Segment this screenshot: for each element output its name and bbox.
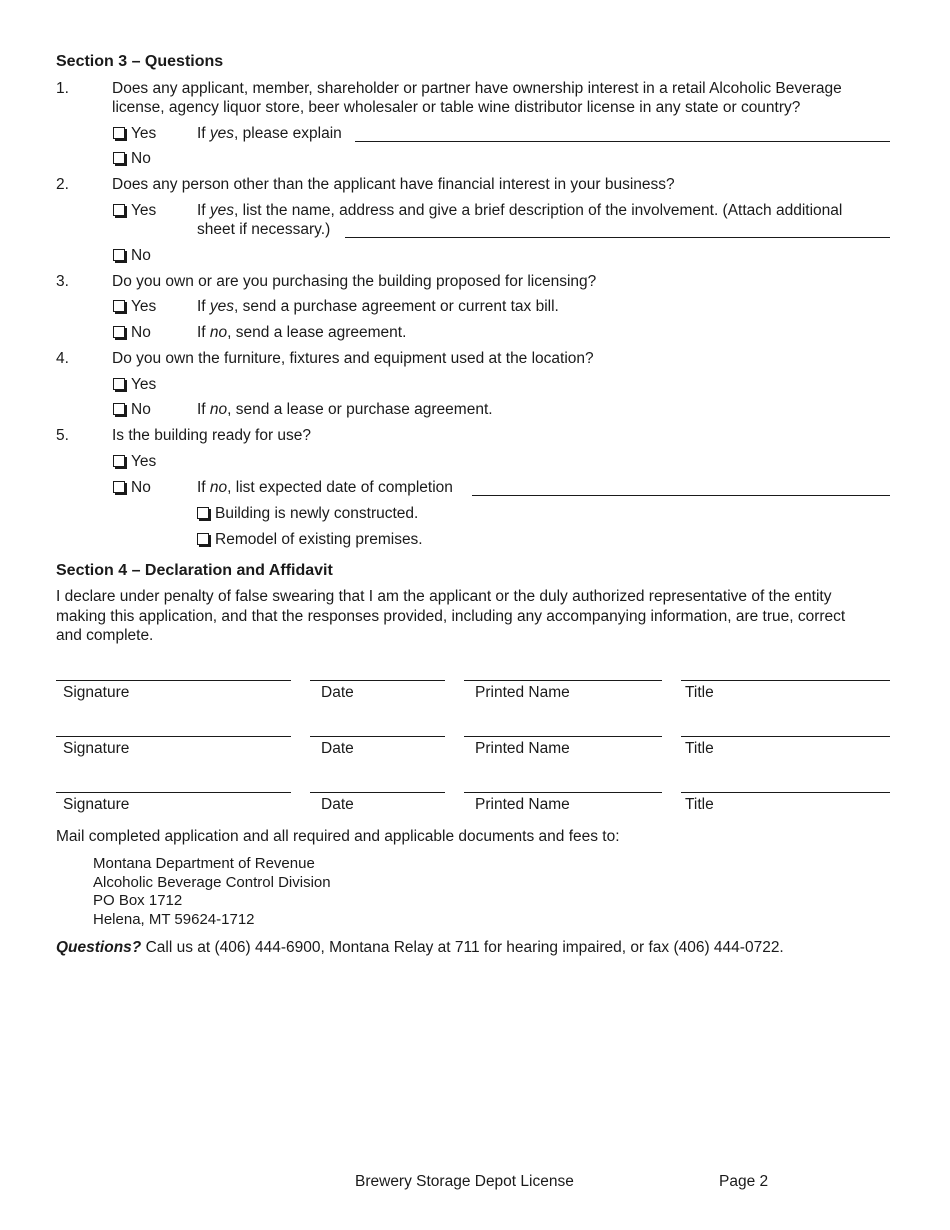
question-5-number: 5. — [56, 427, 69, 444]
declaration-line-3: and complete. — [56, 627, 154, 644]
date-line[interactable] — [310, 680, 445, 681]
option-label: Yes — [131, 125, 157, 142]
checkbox-icon[interactable] — [113, 403, 125, 415]
title-label: Title — [685, 796, 714, 813]
checkbox-icon[interactable] — [113, 326, 125, 338]
signature-label: Signature — [63, 740, 130, 757]
question-2-no-option[interactable] — [113, 246, 151, 266]
signature-label: Signature — [63, 796, 130, 813]
printed-name-label: Printed Name — [475, 684, 570, 701]
address-line: Montana Department of Revenue — [93, 855, 315, 872]
signature-line[interactable] — [56, 680, 291, 681]
footer-page-number: Page 2 — [719, 1173, 769, 1190]
checkbox-icon[interactable] — [197, 507, 209, 519]
question-1-yes-option[interactable] — [113, 124, 156, 144]
date-label: Date — [321, 684, 354, 701]
question-3-yes-option[interactable] — [113, 297, 156, 317]
title-line[interactable] — [681, 680, 890, 681]
address-line: Alcoholic Beverage Control Division — [93, 874, 331, 891]
declaration-line-1: I declare under penalty of false swearing that I am the applicant or the duly authorized representative of the entity — [56, 588, 832, 605]
declaration-line-2: making this application, and that the responses provided, including any accompanying information, are true, correct — [56, 608, 846, 625]
signature-label: Signature — [63, 684, 130, 701]
remodel-option[interactable] — [197, 530, 423, 550]
checkbox-icon[interactable] — [113, 249, 125, 261]
question-1-explain-line[interactable] — [355, 141, 890, 142]
question-2-number: 2. — [56, 176, 69, 193]
question-3-number: 3. — [56, 273, 69, 290]
question-4-no-option[interactable] — [113, 400, 151, 420]
question-4-no-note: If no, send a lease or purchase agreement. — [197, 401, 493, 418]
question-2-yes-note: If yes, list the name, address and give a brief description of the involvement. (Attach additional — [197, 202, 843, 219]
address-line: Helena, MT 59624-1712 — [93, 911, 255, 928]
footer-form-name: Brewery Storage Depot License — [355, 1173, 574, 1190]
option-label: Yes — [131, 376, 157, 393]
option-label: No — [131, 324, 151, 341]
printed-name-line[interactable] — [464, 736, 662, 737]
question-3-no-note: If no, send a lease agreement. — [197, 324, 407, 341]
mail-instructions: Mail completed application and all required and applicable documents and fees to: — [56, 828, 620, 845]
checkbox-icon[interactable] — [113, 127, 125, 139]
question-1-no-option[interactable] — [113, 149, 151, 169]
date-label: Date — [321, 740, 354, 757]
option-label: No — [131, 150, 151, 167]
option-label: No — [131, 401, 151, 418]
question-5-no-note: If no, list expected date of completion — [197, 479, 453, 496]
question-5-no-option[interactable] — [113, 478, 151, 498]
printed-name-line[interactable] — [464, 680, 662, 681]
printed-name-line[interactable] — [464, 792, 662, 793]
question-1-text-line-1: Does any applicant, member, shareholder or partner have ownership interest in a retail Alcoholic Beverage — [112, 80, 842, 97]
question-2-explain-line[interactable] — [345, 237, 890, 238]
signature-line[interactable] — [56, 736, 291, 737]
completion-date-line[interactable] — [472, 495, 890, 496]
question-1-number: 1. — [56, 80, 69, 97]
questions-label: Questions? — [56, 939, 142, 956]
option-label: Building is newly constructed. — [215, 505, 419, 522]
question-3-yes-note: If yes, send a purchase agreement or current tax bill. — [197, 298, 559, 315]
section-3-title: Section 3 – Questions — [56, 53, 224, 70]
question-4-number: 4. — [56, 350, 69, 367]
option-label: No — [131, 479, 151, 496]
question-5-text: Is the building ready for use? — [112, 427, 312, 444]
question-3-text: Do you own or are you purchasing the building proposed for licensing? — [112, 273, 597, 290]
date-label: Date — [321, 796, 354, 813]
title-line[interactable] — [681, 792, 890, 793]
question-1-text-line-2: license, agency liquor store, beer wholesaler or table wine distributor license in any state or country? — [112, 99, 801, 116]
section-4-title: Section 4 – Declaration and Affidavit — [56, 562, 333, 579]
question-5-yes-option[interactable] — [113, 452, 156, 472]
option-label: No — [131, 247, 151, 264]
title-line[interactable] — [681, 736, 890, 737]
option-label: Remodel of existing premises. — [215, 531, 423, 548]
option-label: Yes — [131, 453, 157, 470]
printed-name-label: Printed Name — [475, 740, 570, 757]
checkbox-icon[interactable] — [113, 378, 125, 390]
contact-text: Call us at (406) 444-6900, Montana Relay at 711 for hearing impaired, or fax (406) 444-0722. — [141, 939, 784, 956]
question-1-yes-note: If yes, please explain — [197, 125, 342, 142]
question-2-text: Does any person other than the applicant have financial interest in your business? — [112, 176, 675, 193]
question-4-yes-option[interactable] — [113, 375, 156, 395]
question-2-yes-note-line-2: sheet if necessary.) — [197, 221, 331, 238]
checkbox-icon[interactable] — [113, 481, 125, 493]
printed-name-label: Printed Name — [475, 796, 570, 813]
checkbox-icon[interactable] — [113, 300, 125, 312]
address-line: PO Box 1712 — [93, 892, 183, 909]
date-line[interactable] — [310, 736, 445, 737]
title-label: Title — [685, 740, 714, 757]
date-line[interactable] — [310, 792, 445, 793]
question-2-yes-option[interactable] — [113, 201, 156, 221]
question-4-text: Do you own the furniture, fixtures and equipment used at the location? — [112, 350, 594, 367]
contact-info — [56, 938, 784, 958]
checkbox-icon[interactable] — [113, 152, 125, 164]
newly-constructed-option[interactable] — [197, 504, 418, 524]
option-label: Yes — [131, 298, 157, 315]
checkbox-icon[interactable] — [197, 533, 209, 545]
title-label: Title — [685, 684, 714, 701]
option-label: Yes — [131, 202, 157, 219]
signature-line[interactable] — [56, 792, 291, 793]
checkbox-icon[interactable] — [113, 204, 125, 216]
checkbox-icon[interactable] — [113, 455, 125, 467]
question-3-no-option[interactable] — [113, 323, 151, 343]
